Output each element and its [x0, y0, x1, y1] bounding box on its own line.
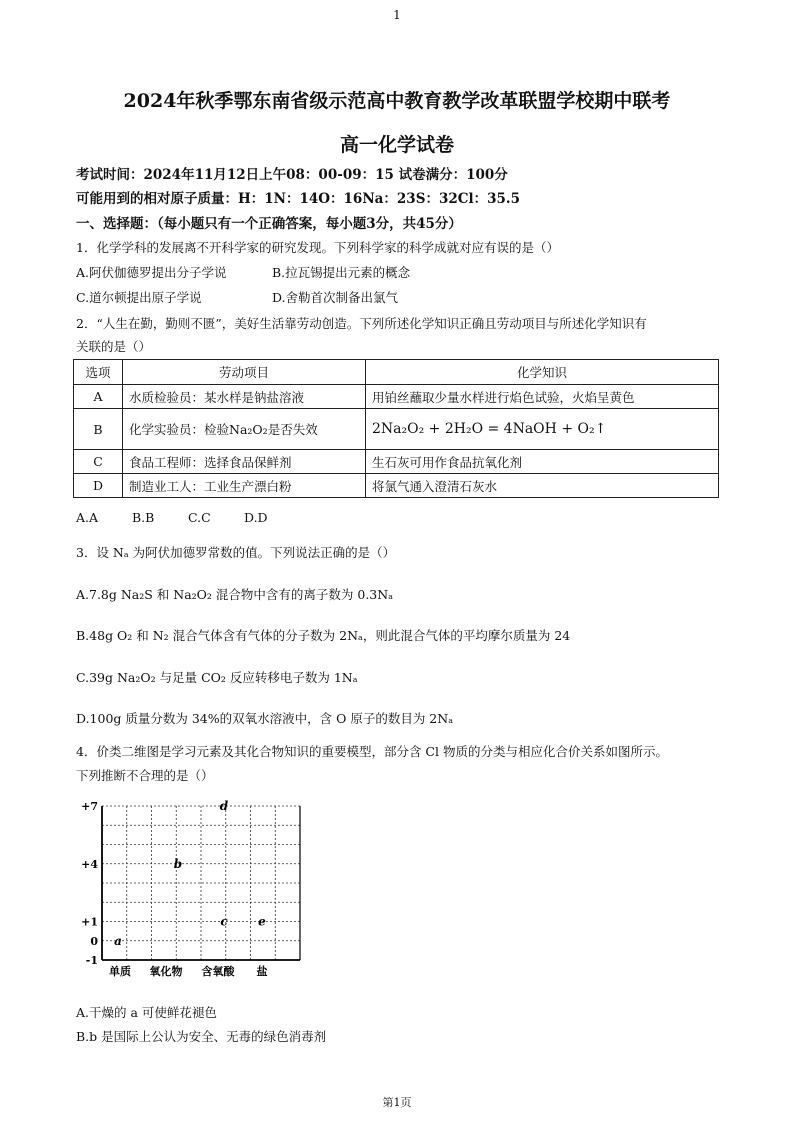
row-b-option: B — [74, 409, 123, 450]
exam-time-line: 考试时间：2024年11月12日上午08：00-09：15 试卷满分：100分 — [76, 167, 508, 183]
exam-title: 2024年秋季鄂东南省级示范高中教育教学改革联盟学校期中联考 — [123, 90, 671, 112]
q4-stem-line1: 4．价类二维图是学习元素及其化合物知识的重要模型，部分含 Cl 物质的分类与相应化合价关系如图所示。 — [76, 744, 668, 759]
row-b-knowledge-equation: 2Na₂O₂ + 2H₂O = 4NaOH + O₂↑ — [366, 409, 719, 450]
row-c-project: 食品工程师：选择食品保鲜剂 — [123, 450, 366, 474]
q3-stem: 3．设 Nₐ 为阿伏加德罗常数的值。下列说法正确的是（） — [76, 545, 396, 560]
point-c: c — [220, 914, 228, 929]
table-row — [74, 385, 719, 409]
row-d-project: 制造业工人：工业生产漂白粉 — [123, 474, 366, 498]
row-b-project-suffix: 是否失效 — [267, 422, 318, 437]
y-tick-label: 0 — [90, 934, 98, 948]
y-tick-label: +7 — [81, 800, 98, 813]
point-a: a — [114, 933, 122, 948]
q1-option-b: B.拉瓦锡提出元素的概念 — [272, 265, 411, 280]
q4-option-a: A.干燥的 a 可使鲜花褪色 — [76, 1005, 217, 1020]
row-b-project — [123, 409, 366, 450]
q1-stem: 1．化学学科的发展离不开科学家的研究发现。下列科学家的科学成就对应有误的是（） — [76, 240, 559, 255]
q2-answer-a: A.A — [76, 510, 99, 525]
q4-stem-line2: 下列推断不合理的是（） — [76, 768, 214, 783]
x-category-label: 单质 — [109, 965, 131, 978]
q2-stem-line1: 2．“人生在勤，勤则不匮”，美好生活靠劳动创造。下列所述化学知识正确且劳动项目与所述化学知识有 — [76, 316, 647, 331]
table-row — [74, 450, 719, 474]
row-c-option: C — [74, 450, 123, 474]
q4-option-b: B.b 是国际上公认为安全、无毒的绿色消毒剂 — [76, 1029, 327, 1044]
table-row — [74, 409, 719, 450]
table-row — [74, 474, 719, 498]
table-header-project: 劳动项目 — [123, 360, 366, 385]
paper-subtitle: 高一化学试卷 — [339, 134, 454, 156]
x-category-label: 含氧酸 — [201, 965, 235, 978]
x-category-label: 氧化物 — [149, 965, 183, 978]
x-category-label: 盐 — [256, 965, 268, 978]
table-header-option: 选项 — [74, 360, 123, 385]
y-tick-label: +1 — [81, 915, 98, 929]
q1-option-c: C.道尔顿提出原子学说 — [76, 290, 202, 305]
q3-option-a: A.7.8g Na₂S 和 Na₂O₂ 混合物中含有的离子数为 0.3Nₐ — [76, 587, 394, 602]
table-header-row — [74, 360, 719, 385]
table-header-knowledge: 化学知识 — [366, 360, 719, 385]
q3-option-d: D.100g 质量分数为 34%的双氧水溶液中，含 O 原子的数目为 2Nₐ — [76, 711, 454, 726]
point-d: d — [219, 799, 229, 813]
q2-stem-line2: 关联的是（） — [76, 339, 152, 354]
q1-option-a: A.阿伏伽德罗提出分子学说 — [76, 265, 227, 280]
y-tick-label: +4 — [81, 857, 98, 871]
point-e: e — [258, 914, 266, 929]
row-b-project-formula: Na₂O₂ — [229, 422, 268, 437]
q2-answer-d: D.D — [244, 510, 268, 525]
q3-option-b: B.48g O₂ 和 N₂ 混合气体含有气体的分子数为 2Nₐ，则此混合气体的平均摩尔质量为 24 — [76, 628, 571, 643]
valence-class-chart — [74, 796, 314, 986]
q2-answer-c: C.C — [188, 510, 211, 525]
row-a-project: 水质检验员：某水样是钠盐溶液 — [123, 385, 366, 409]
page-footer: 第1页 — [382, 1096, 412, 1109]
point-b: b — [173, 856, 183, 871]
q3-option-c: C.39g Na₂O₂ 与足量 CO₂ 反应转移电子数为 1Nₐ — [76, 670, 358, 685]
q2-table — [73, 359, 719, 498]
section-heading: 一、选择题：（每小题只有一个正确答案，每小题3分，共45分） — [76, 216, 462, 232]
row-d-knowledge: 将氯气通入澄清石灰水 — [366, 474, 719, 498]
q2-answer-b: B.B — [132, 510, 155, 525]
row-c-knowledge: 生石灰可用作食品抗氧化剂 — [366, 450, 719, 474]
row-a-knowledge: 用铂丝蘸取少量水样进行焰色试验，火焰呈黄色 — [366, 385, 719, 409]
atomic-mass-line: 可能用到的相对原子质量：H：1N：14O：16Na：23S：32Cl：35.5 — [76, 191, 520, 207]
row-a-option: A — [74, 385, 123, 409]
q1-option-d: D.舍勒首次制备出氯气 — [272, 290, 399, 305]
row-b-project-prefix: 化学实验员：检验 — [129, 422, 230, 437]
page-number-top: 1 — [393, 8, 401, 22]
y-tick-label: -1 — [85, 954, 98, 967]
row-d-option: D — [74, 474, 123, 498]
